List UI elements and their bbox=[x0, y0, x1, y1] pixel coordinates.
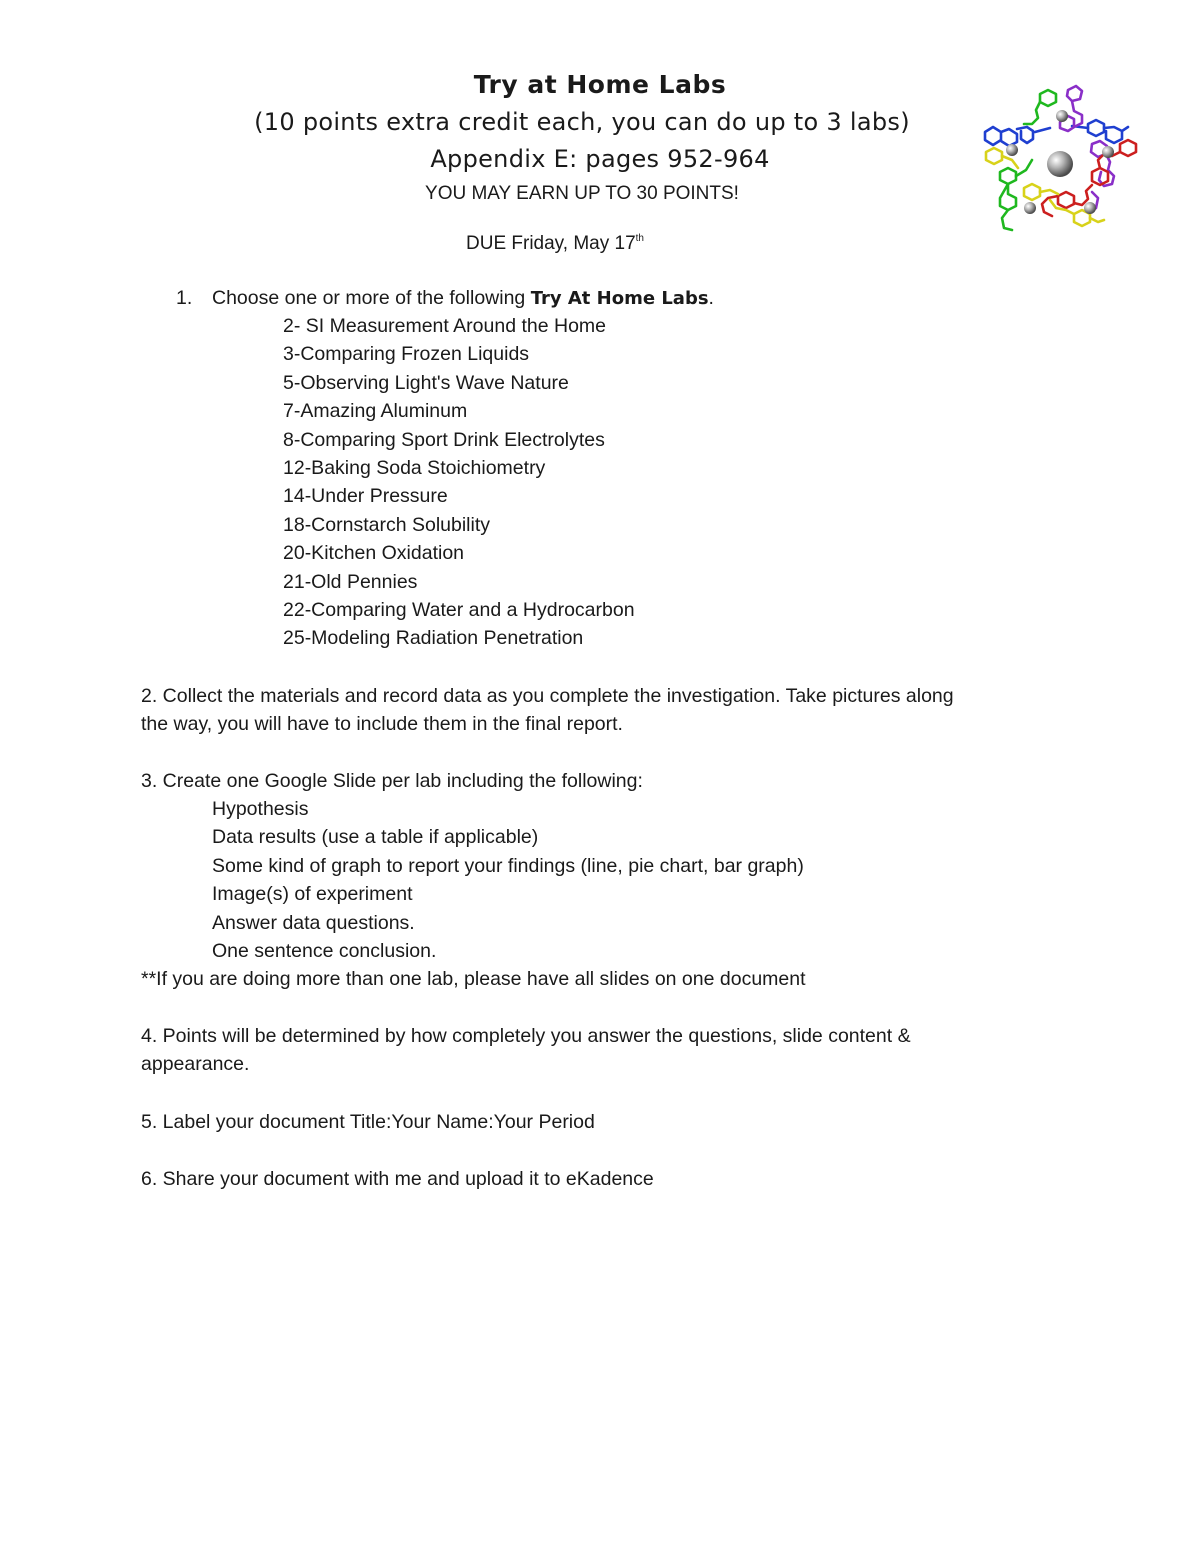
step-4 bbox=[141, 1022, 1061, 1079]
multi-lab-note: **If you are doing more than one lab, please have all slides on one document bbox=[141, 968, 806, 990]
step-3: 3. Create one Google Slide per lab including the following: bbox=[141, 770, 643, 792]
list-item: One sentence conclusion. bbox=[212, 940, 437, 963]
page-title: Try at Home Labs bbox=[473, 70, 727, 99]
list-item: Some kind of graph to report your findings (line, pie chart, bar graph) bbox=[212, 854, 804, 877]
step-1-emphasis: Try At Home Labs bbox=[530, 288, 709, 309]
points-note: YOU MAY EARN UP TO 30 POINTS! bbox=[425, 183, 739, 204]
sphere bbox=[1024, 202, 1036, 214]
list-item: Answer data questions. bbox=[212, 911, 415, 934]
blue-strand bbox=[985, 120, 1128, 146]
step-1-text: Choose one or more of the following bbox=[212, 287, 531, 309]
lab-list bbox=[283, 312, 635, 653]
step-6: 6. Share your document with me and upload it to eKadence bbox=[141, 1168, 654, 1190]
step-4-line-2: appearance. bbox=[141, 1053, 250, 1076]
list-item: Hypothesis bbox=[212, 798, 309, 820]
list-item: Image(s) of experiment bbox=[212, 883, 413, 906]
list-item: 7-Amazing Aluminum bbox=[283, 400, 468, 423]
step-5: 5. Label your document Title:Your Name:Your Period bbox=[141, 1111, 595, 1133]
step-1 bbox=[176, 284, 714, 313]
list-item: 22-Comparing Water and a Hydrocarbon bbox=[283, 599, 635, 622]
sphere bbox=[1102, 146, 1114, 158]
step-1-number: 1. bbox=[176, 287, 193, 309]
sphere bbox=[1056, 110, 1068, 122]
step-1-end: . bbox=[708, 287, 714, 309]
molecule-icon bbox=[980, 82, 1145, 247]
step-2-line-1: 2. Collect the materials and record data as you complete the investigation. Take pictures along bbox=[141, 685, 954, 707]
due-date-text: DUE Friday, May 17 bbox=[466, 233, 636, 254]
list-item: Data results (use a table if applicable) bbox=[212, 826, 539, 849]
appendix-reference: Appendix E: pages 952-964 bbox=[430, 145, 770, 173]
step-2-line-2: the way, you will have to include them in the final report. bbox=[141, 713, 623, 736]
list-item: 25-Modeling Radiation Penetration bbox=[283, 627, 584, 650]
step-2 bbox=[141, 682, 1061, 739]
sphere bbox=[1084, 202, 1096, 214]
sphere bbox=[1006, 144, 1018, 156]
list-item: 14-Under Pressure bbox=[283, 485, 448, 508]
requirements-list bbox=[212, 795, 804, 965]
list-item: 21-Old Pennies bbox=[283, 570, 418, 593]
list-item: 18-Cornstarch Solubility bbox=[283, 513, 491, 536]
page-subtitle: (10 points extra credit each, you can do up to 3 labs) bbox=[254, 108, 910, 136]
due-date bbox=[0, 233, 1110, 255]
list-item: 3-Comparing Frozen Liquids bbox=[283, 343, 530, 366]
due-date-suffix: th bbox=[635, 233, 644, 244]
list-item: 5-Observing Light's Wave Nature bbox=[283, 371, 569, 394]
list-item: 20-Kitchen Oxidation bbox=[283, 542, 465, 565]
step-4-line-1: 4. Points will be determined by how completely you answer the questions, slide content & bbox=[141, 1025, 911, 1047]
sphere-center bbox=[1047, 151, 1073, 177]
list-item: 8-Comparing Sport Drink Electrolytes bbox=[283, 428, 605, 451]
list-item: 2- SI Measurement Around the Home bbox=[283, 315, 606, 337]
list-item: 12-Baking Soda Stoichiometry bbox=[283, 457, 546, 480]
